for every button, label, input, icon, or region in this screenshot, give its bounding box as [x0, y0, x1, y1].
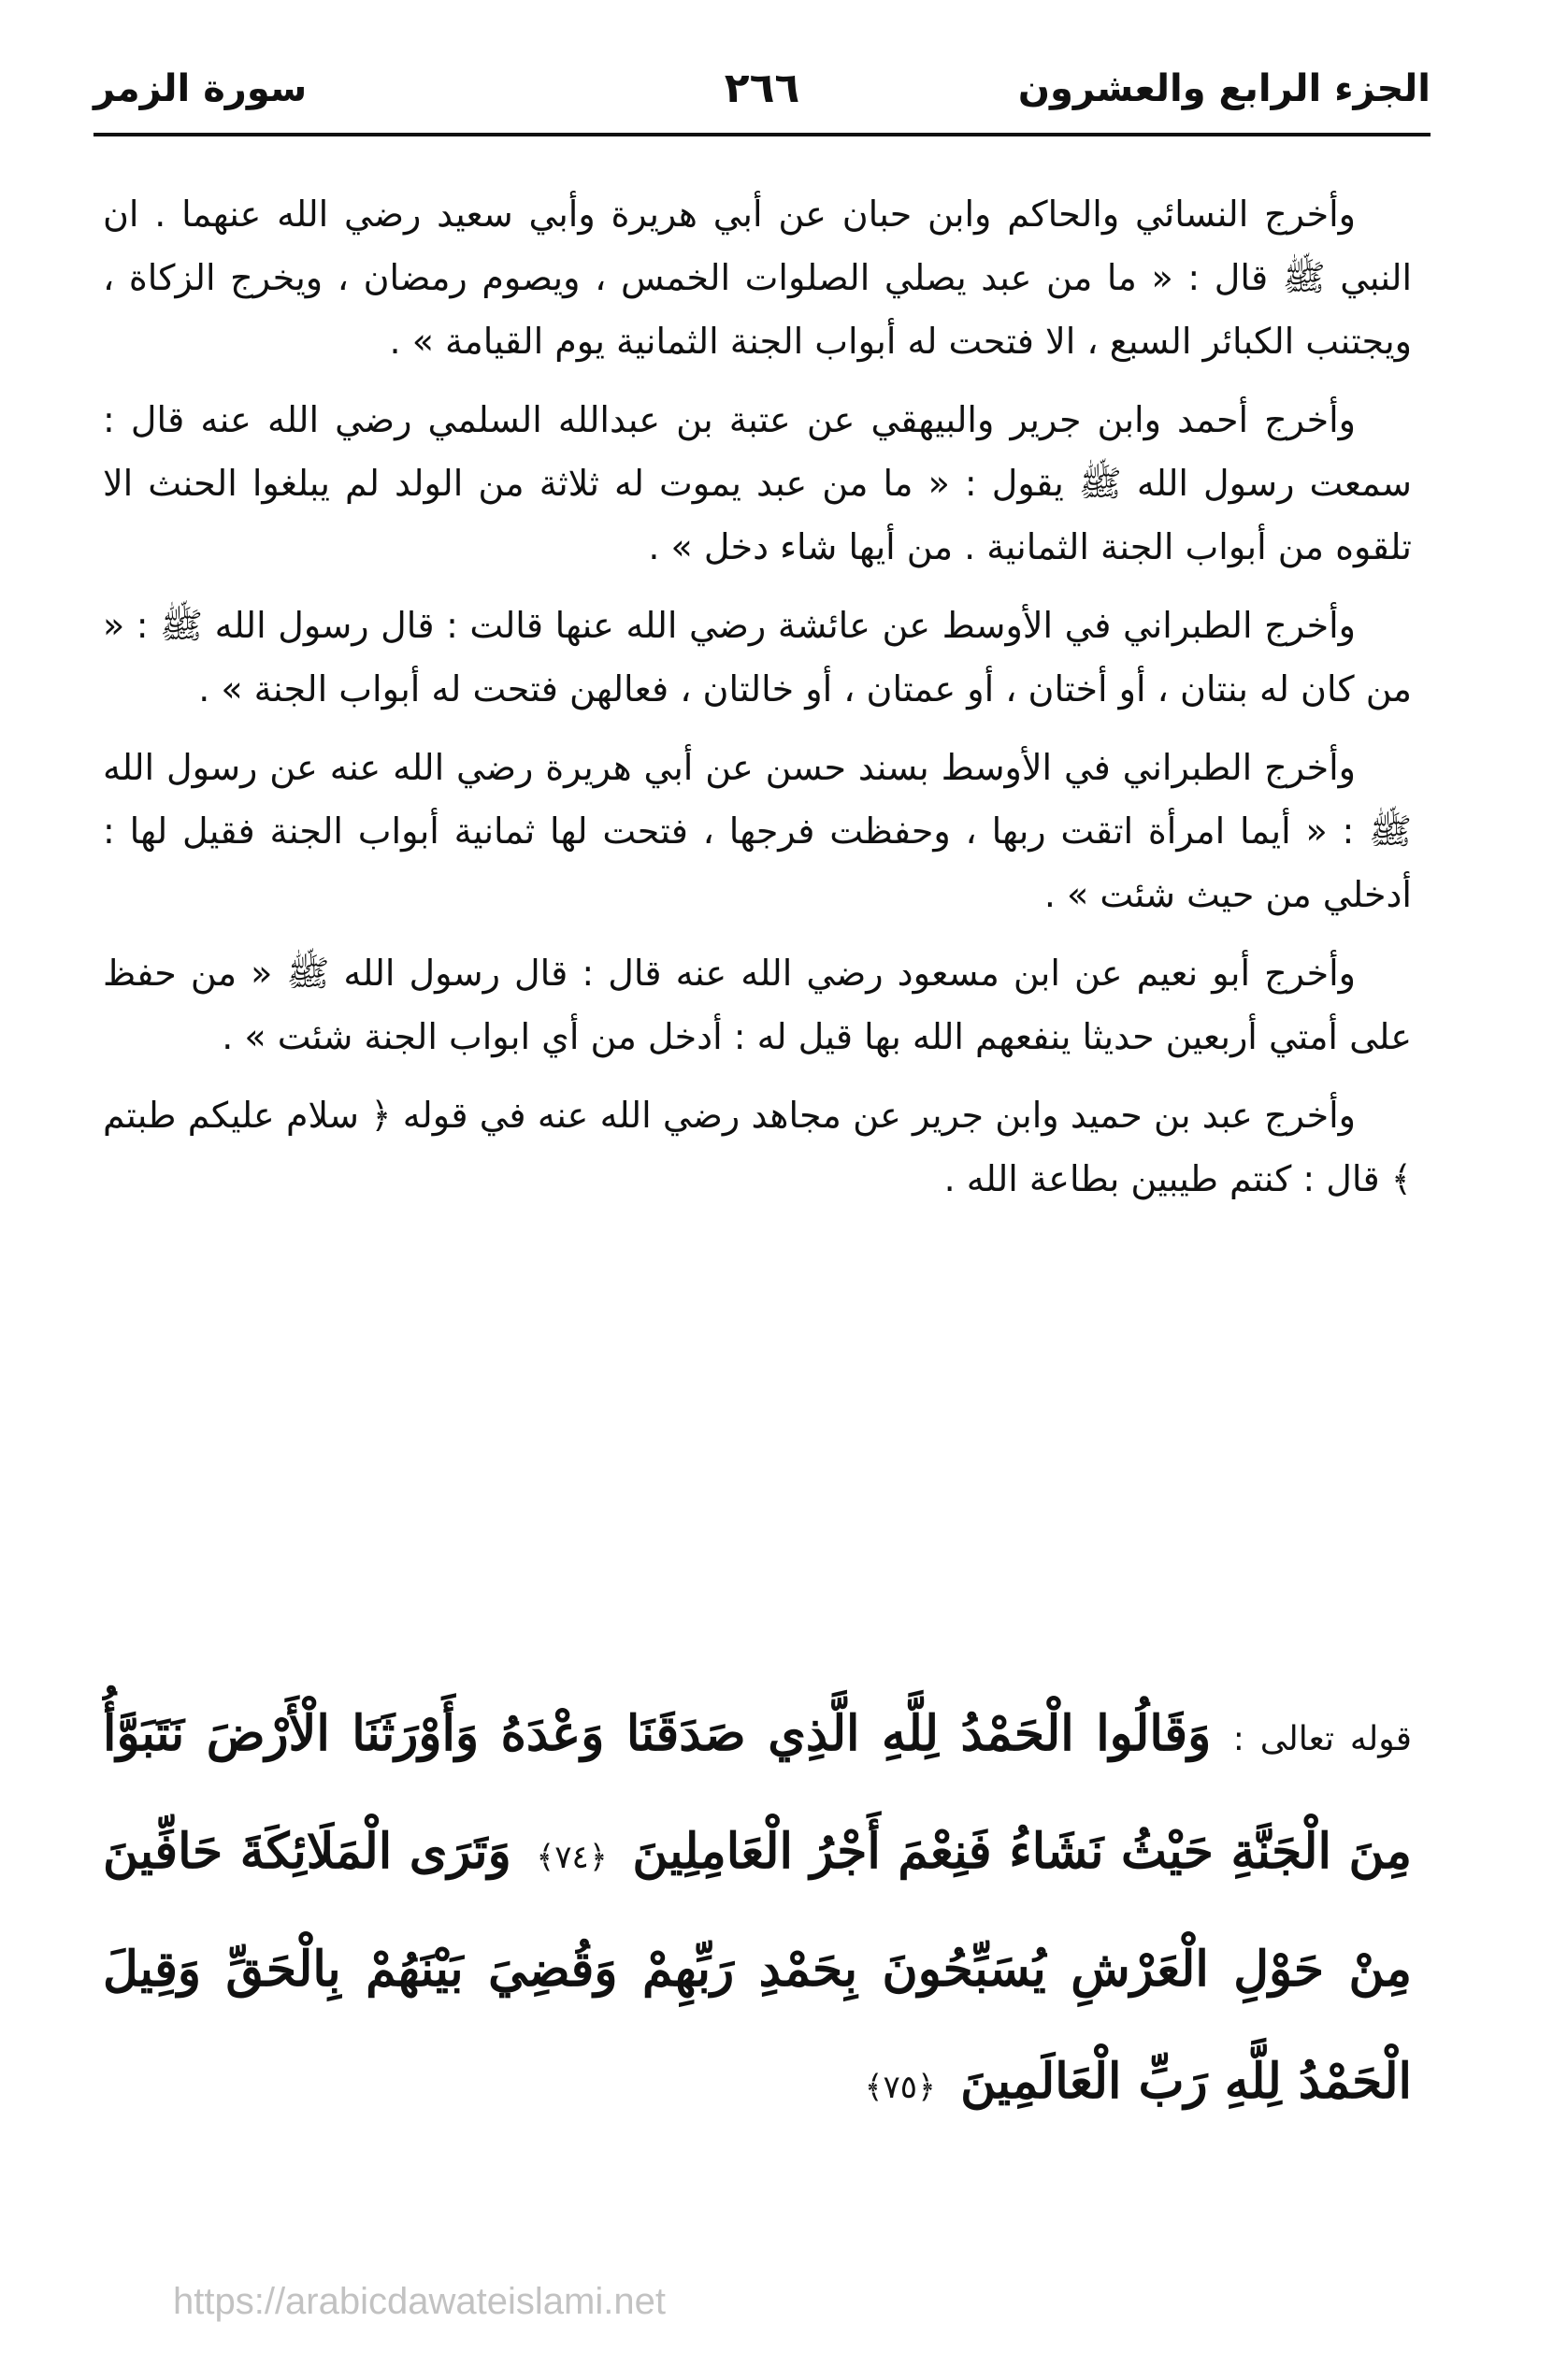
- paragraph: وأخرج أبو نعيم عن ابن مسعود رضي الله عنه قال : قال رسول الله ﷺ « من حفظ على أمتي أربعين حديثا ينفعهم الله بها قيل له : أدخل من أي ابواب الجنة شئت » .: [103, 953, 1412, 1057]
- paragraph: وأخرج أحمد وابن جرير والبيهقي عن عتبة بن عبدالله السلمي رضي الله عنه قال : سمعت رسول الله ﷺ يقول : « ما من عبد يموت له ثلاثة من الولد لم يبلغوا الحنث الا تلقوه من أبواب الجنة الثمانية . من أيها شاء دخل » .: [103, 399, 1412, 567]
- verse-intro: قوله تعالى :: [1232, 1720, 1413, 1758]
- watermark-url: https://arabicdawateislami.net: [173, 2281, 666, 2322]
- page-number: ٢٦٦: [724, 65, 800, 112]
- header-divider: [93, 133, 1431, 136]
- paragraph: وأخرج النسائي والحاكم وابن حبان عن أبي هريرة وأبي سعيد رضي الله عنهما . ان النبي ﷺ قال : « ما من عبد يصلي الصلوات الخمس ، ويصوم رمضان ، ويخرج الزكاة ، ويجتنب الكبائر السبع ، الا فتحت له أبواب الجنة الثمانية يوم القيامة » .: [103, 194, 1412, 362]
- commentary-text: [103, 182, 1412, 1226]
- ayah-number-marker: ﴿٧٥﴾: [864, 2069, 936, 2106]
- verse-text: وَقَالُوا الْحَمْدُ لِلَّهِ الَّذِي صَدَقَنَا وَعْدَهُ وَأَوْرَثَنَا الْأَرْضَ نَتَبَوَّأُ مِنَ الْجَنَّةِ حَيْثُ نَشَاءُ فَنِعْمَ أَجْرُ الْعَامِلِينَ: [103, 1705, 1412, 1880]
- quran-verse-block: [103, 1678, 1412, 2143]
- page-header: [93, 51, 1431, 126]
- surah-name: سورة الزمر: [93, 67, 308, 110]
- verse-text: وَتَرَى الْمَلَائِكَةَ حَافِّينَ مِنْ حَوْلِ الْعَرْشِ يُسَبِّحُونَ بِحَمْدِ رَبِّهِمْ وَقُضِيَ بَيْنَهُمْ بِالْحَقِّ وَقِيلَ الْحَمْدُ لِلَّهِ رَبِّ الْعَالَمِينَ: [103, 1823, 1412, 2110]
- paragraph: وأخرج عبد بن حميد وابن جرير عن مجاهد رضي الله عنه في قوله ﴿ سلام عليكم طبتم ﴾ قال : كنتم طيبين بطاعة الله .: [103, 1095, 1412, 1199]
- paragraph: وأخرج الطبراني في الأوسط بسند حسن عن أبي هريرة رضي الله عنه عن رسول الله ﷺ : « أيما امرأة اتقت ربها ، وحفظت فرجها ، فتحت لها ثمانية أبواب الجنة فقيل لها : أدخلي من حيث شئت » .: [103, 747, 1412, 915]
- ayah-number-marker: ﴿٧٤﴾: [536, 1839, 608, 1876]
- paragraph: وأخرج الطبراني في الأوسط عن عائشة رضي الله عنها قالت : قال رسول الله ﷺ : « من كان له بنتان ، أو أختان ، أو عمتان ، أو خالتان ، فعالهن فتحت له أبواب الجنة » .: [103, 605, 1412, 710]
- part-label: الجزء الرابع والعشرون: [1017, 67, 1431, 110]
